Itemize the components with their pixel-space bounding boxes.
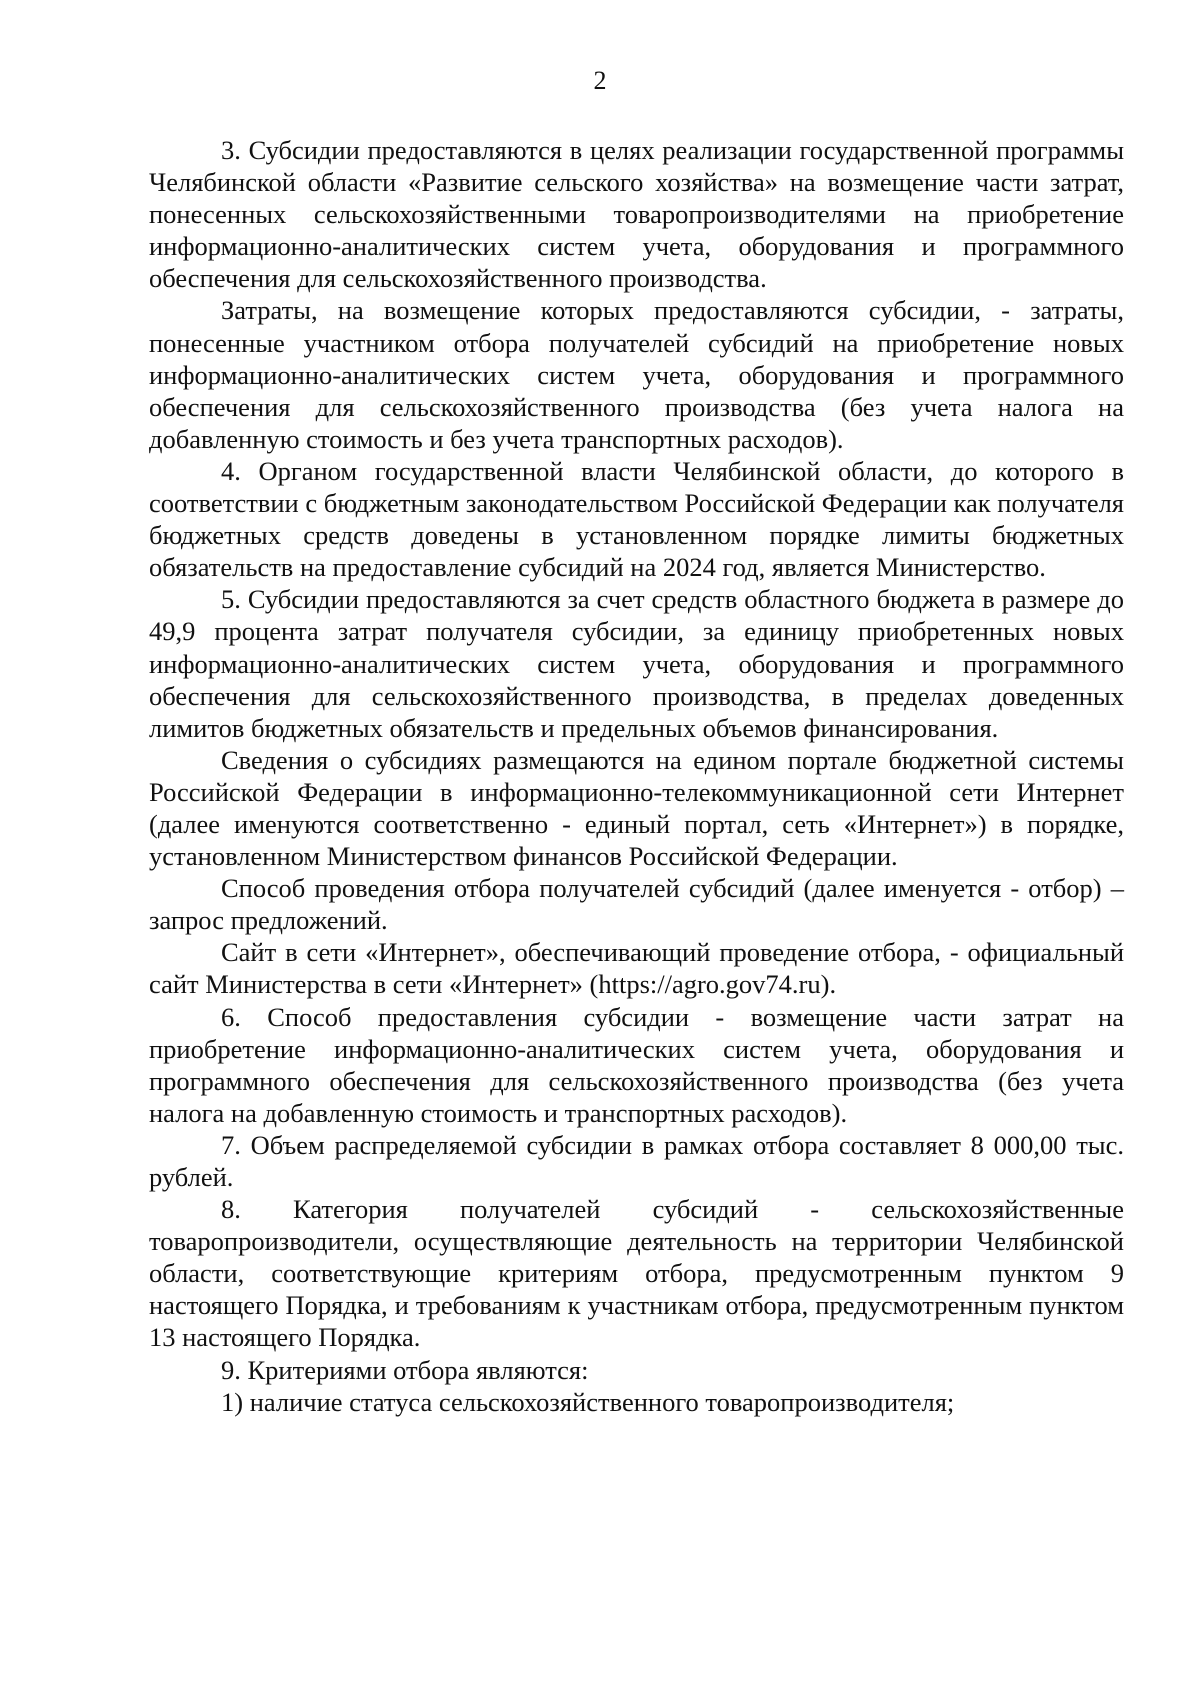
page-number: 2 bbox=[593, 66, 607, 95]
paragraph-6-provision-method: 6. Способ предоставления субсидии - возмещение части затрат на приобретение информационно-аналитических систем учета, оборудования и программного обеспечения для сельскохозяйственного производства (без учета налога на добавленную стоимость и транспортных расходов). bbox=[149, 1001, 1124, 1128]
document-body bbox=[149, 134, 1124, 1418]
paragraph-4-authority: 4. Органом государственной власти Челябинской области, до которого в соответствии с бюджетным законодательством Российской Федерации как получателя бюджетных средств доведены в установленном порядке лимиты бюджетных обязательств на предоставление субсидий на 2024 год, является Министерство. bbox=[149, 455, 1125, 583]
paragraph-5-funding: 5. Субсидии предоставляются за счет средств областного бюджета в размере до 49,9 процента затрат получателя субсидии, за единицу приобретенных новых информационно-аналитических систем учета, оборудования и программного обеспечения для сельскохозяйственного производства, в пределах доведенных лимитов бюджетных обязательств и предельных объемов финансирования. bbox=[149, 584, 1124, 743]
paragraph-costs-definition: Затраты, на возмещение которых предоставляются субсидии, - затраты, понесенные участником отбора получателей субсидий на приобретение новых информационно-аналитических систем учета, оборудования и программного обеспечения для сельскохозяйственного производства (без учета налога на добавленную стоимость и без учета транспортных расходов). bbox=[149, 295, 1124, 454]
paragraph-7-volume: 7. Объем распределяемой субсидии в рамках отбора составляет 8 000,00 тыс. рублей. bbox=[149, 1129, 1124, 1192]
paragraph-portal-info: Сведения о субсидиях размещаются на едином портале бюджетной системы Российской Федерации в информационно-телекоммуникационной сети Интернет (далее именуются соответственно - единый портал, сеть «Интернет») в порядке, установленном Министерством финансов Российской Федерации. bbox=[149, 744, 1124, 872]
paragraph-8-category: 8. Категория получателей субсидий - сельскохозяйственные товаропроизводители, осуществляющие деятельность на территории Челябинской области, соответствующие критериям отбора, предусмотренным пунктом 9 настоящего Порядка, и требованиям к участникам отбора, предусмотренным пунктом 13 настоящего Порядка. bbox=[149, 1194, 1124, 1353]
paragraph-selection-method: Способ проведения отбора получателей субсидий (далее именуется - отбор) – запрос предложений. bbox=[149, 873, 1124, 936]
paragraph-9-criteria-heading: 9. Критериями отбора являются: bbox=[221, 1354, 589, 1385]
paragraph-3-purpose: 3. Субсидии предоставляются в целях реализации государственной программы Челябинской области «Развитие сельского хозяйства» на возмещение части затрат, понесенных сельскохозяйственными товаропроизводителями на приобретение информационно-аналитических систем учета, оборудования и программного обеспечения для сельскохозяйственного производства. bbox=[149, 135, 1124, 294]
paragraph-website: Сайт в сети «Интернет», обеспечивающий проведение отбора, - официальный сайт Министерства в сети «Интернет» (https://agro.gov74.ru). bbox=[149, 937, 1124, 1000]
paragraph-9-criterion-1: 1) наличие статуса сельскохозяйственного товаропроизводителя; bbox=[221, 1386, 955, 1417]
